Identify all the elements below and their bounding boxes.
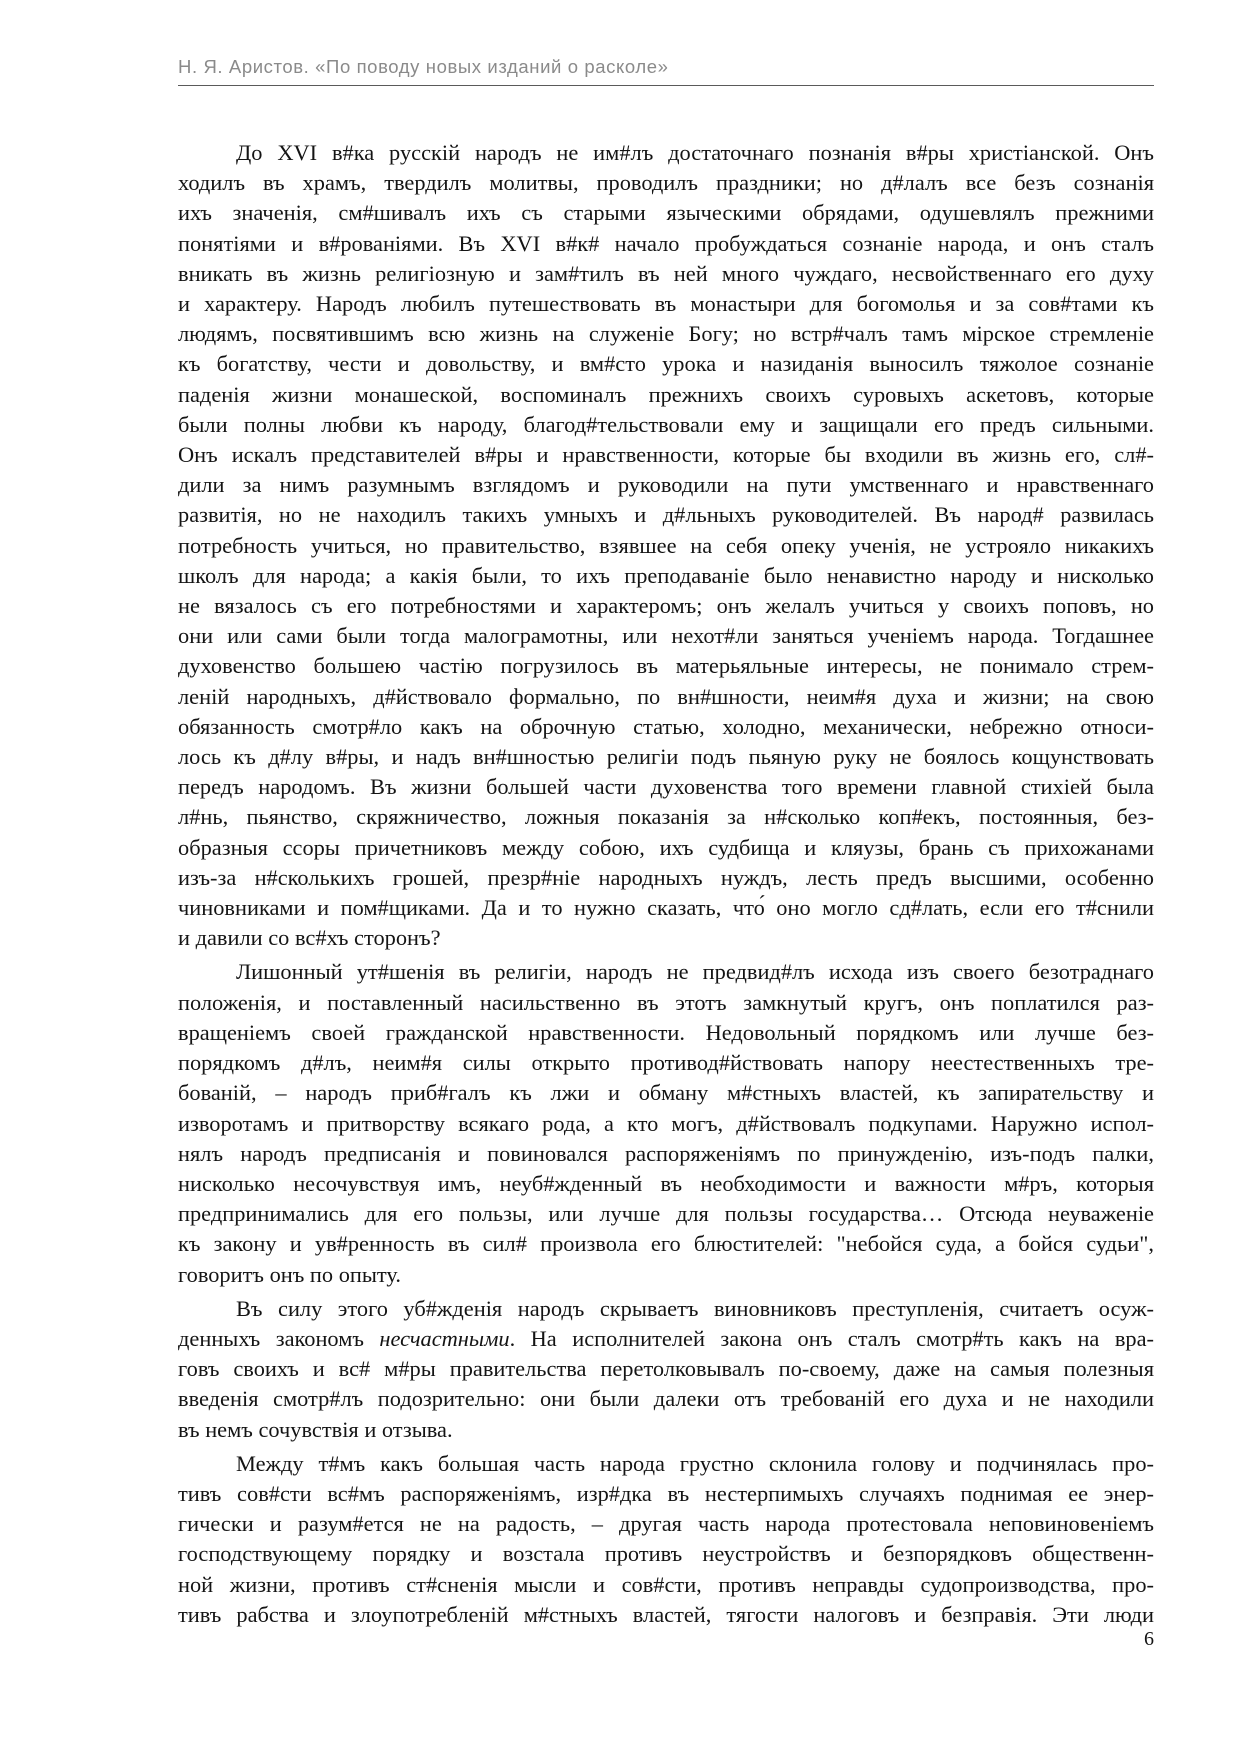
text-line: и давили со вс#хъ сторонъ? bbox=[178, 925, 441, 951]
text-line: порядкомъ д#лъ, неим#я силы открыто противод#йствовать напору неестественныхъ тре- bbox=[178, 1050, 1154, 1076]
text-line: духовенство большею частію погрузилось въ матерьяльные интересы, не понимало стрем- bbox=[178, 653, 1154, 679]
text-line: изворотамъ и притворству всякаго рода, а кто могъ, д#йствовалъ подкупами. Наружно испол- bbox=[178, 1110, 1154, 1136]
text-line: гически и разум#ется не на радость, – другая часть народа протестовала неповиновеніемъ bbox=[178, 1511, 1154, 1537]
text-line: и характеру. Народъ любилъ путешествовать въ монастыри для богомолья и за сов#тами къ bbox=[178, 291, 1154, 317]
text-line: чиновниками и пом#щиками. Да и то нужно сказать, что́ оно могло сд#лать, если его т#снили bbox=[178, 895, 1154, 921]
text-line: паденія жизни монашеской, воспоминалъ прежнихъ своихъ суровыхъ аскетовъ, которые bbox=[178, 381, 1154, 407]
text-line: изъ-за н#сколькихъ грошей, презр#ніе народныхъ нуждъ, лесть предъ высшими, особенно bbox=[178, 864, 1154, 890]
text-line: потребность учиться, но правительство, взявшее на себя опеку ученія, не устрояло никакихъ bbox=[178, 532, 1154, 558]
text-line: ходилъ въ храмъ, твердилъ молитвы, проводилъ праздники; но д#лалъ все безъ сознанія bbox=[178, 170, 1154, 196]
emphasis: несчастными bbox=[379, 1325, 510, 1351]
text-line: говъ своихъ и вс# м#ры правительства перетолковывалъ по-своему, даже на самыя полезныя bbox=[178, 1356, 1154, 1382]
text-line: нялъ народъ предписанія и повиновался распоряженіямъ по принужденію, изъ-подъ палки, bbox=[178, 1140, 1154, 1166]
text-line: обязанность смотр#ло какъ на оброчную статью, холодно, механически, небрежно относи- bbox=[178, 713, 1154, 739]
text-line: тивъ рабства и злоупотребленій м#стныхъ властей, тягости налоговъ и безправія. Эти люди bbox=[178, 1601, 1154, 1627]
text-line: Въ силу этого уб#жденія народъ скрываетъ виновниковъ преступленія, считаетъ осуж- bbox=[236, 1295, 1154, 1321]
text-line: къ богатству, чести и довольству, и вм#сто урока и назиданія выносилъ тяжолое сознаніе bbox=[178, 351, 1154, 377]
text-line: тивъ сов#сти вс#мъ распоряженіямъ, изр#дка въ нестерпимыхъ случаяхъ поднимая ее энер- bbox=[178, 1480, 1154, 1506]
text-line: нисколько несочувствуя имъ, неуб#жденный въ необходимости и важности м#ръ, которыя bbox=[178, 1170, 1154, 1196]
text-line: ной жизни, противъ ст#сненія мысли и сов#сти, противъ неправды судопроизводства, про- bbox=[178, 1571, 1154, 1597]
text-line: До XVI в#ка русскій народъ не им#лъ достаточнаго познанія в#ры христіанской. Онъ bbox=[236, 140, 1154, 165]
text-line: дили за нимъ разумнымъ взглядомъ и руководили на пути умственнаго и нравственнаго bbox=[178, 472, 1154, 498]
text-line: говоритъ онъ по опыту. bbox=[178, 1261, 401, 1287]
text-line: вникать въ жизнь религіозную и зам#тилъ въ ней много чуждаго, несвойственнаго его духу bbox=[178, 260, 1154, 286]
paragraph bbox=[178, 138, 1154, 953]
text-line: не вязалось съ его потребностями и характеромъ; онъ желалъ учиться у своихъ поповъ, но bbox=[178, 593, 1154, 619]
text-line: они или сами были тогда малограмотны, или нехот#ли заняться ученіемъ народа. Тогдашнее bbox=[178, 623, 1154, 649]
text-line: развитія, но не находилъ такихъ умныхъ и д#льныхъ руководителей. Въ народ# развилась bbox=[178, 502, 1154, 528]
text-line: къ закону и ув#ренность въ сил# произвола его блюстителей: "небойся суда, а бойся судьи", bbox=[178, 1231, 1154, 1257]
text-line: ихъ значенія, см#шивалъ ихъ съ старыми языческими обрядами, одушевлялъ прежними bbox=[178, 200, 1154, 226]
text-line: понятіями и в#рованіями. Въ XVI в#к# начало пробуждаться сознаніе народа, и онъ сталъ bbox=[178, 230, 1154, 256]
text-line: Лишонный ут#шенія въ религіи, народъ не предвид#лъ исхода изъ своего безотраднаго bbox=[236, 959, 1154, 985]
text-line: бованій, – народъ приб#галъ къ лжи и обману м#стныхъ властей, къ запирательству и bbox=[178, 1080, 1154, 1106]
paragraph bbox=[178, 1449, 1154, 1630]
page-number: 6 bbox=[1144, 1628, 1154, 1650]
text-line: денныхъ закономъ несчастными. На исполнителей закона онъ сталъ смотр#ть какъ на вра- bbox=[178, 1325, 1155, 1351]
text-line: людямъ, посвятившимъ всю жизнь на служеніе Богу; но встр#чалъ тамъ мірское стремленіе bbox=[178, 321, 1154, 347]
text-line: передъ народомъ. Въ жизни большей части духовенства того времени главной стихіей была bbox=[178, 774, 1154, 800]
text-line: были полны любви къ народу, благод#тельствовали ему и защищали его предъ сильными. bbox=[178, 411, 1154, 437]
text-line: Между т#мъ какъ большая часть народа грустно склонила голову и подчинялась про- bbox=[236, 1450, 1154, 1476]
paragraph bbox=[178, 957, 1154, 1289]
running-header: Н. Я. Аристов. «По поводу новых изданий о расколе» bbox=[178, 56, 669, 77]
text-line: господствующему порядку и возстала противъ неустройствъ и безпорядковъ общественн- bbox=[178, 1541, 1154, 1567]
text-line: предпринимались для его пользы, или лучше для пользы государства… Отсюда неуваженіе bbox=[178, 1201, 1154, 1227]
text-line: леній народныхъ, д#йствовало формально, по вн#шности, неим#я духа и жизни; на свою bbox=[178, 683, 1154, 709]
text-line: школъ для народа; а какія были, то ихъ преподаваніе было ненавистно народу и нисколько bbox=[178, 562, 1154, 588]
text-line: вращеніемъ своей гражданской нравственности. Недовольный порядкомъ или лучше без- bbox=[178, 1019, 1154, 1045]
body-text bbox=[178, 138, 1154, 1630]
text-line: лось къ д#лу в#ры, и надъ вн#шностью религіи подъ пьяную руку не боялось кощунствовать bbox=[178, 744, 1154, 770]
header-rule bbox=[178, 85, 1154, 86]
text-line: Онъ искалъ представителей в#ры и нравственности, которые бы входили въ жизнь его, сл#- bbox=[178, 442, 1154, 468]
text-line: образныя ссоры причетниковъ между собою, ихъ судбища и кляузы, брань съ прихожанами bbox=[178, 834, 1154, 860]
text-line: положенія, и поставленный насильственно въ этотъ замкнутый кругъ, онъ поплатился раз- bbox=[178, 989, 1154, 1015]
text-line: л#нь, пьянство, скряжничество, ложныя показанія за н#сколько коп#екъ, постоянныя, без- bbox=[178, 804, 1154, 830]
text-line: въ немъ сочувствія и отзыва. bbox=[178, 1416, 453, 1442]
text-line: введенія смотр#лъ подозрительно: они были далеки отъ требованій его духа и не находили bbox=[178, 1386, 1154, 1412]
paragraph bbox=[178, 1294, 1154, 1445]
